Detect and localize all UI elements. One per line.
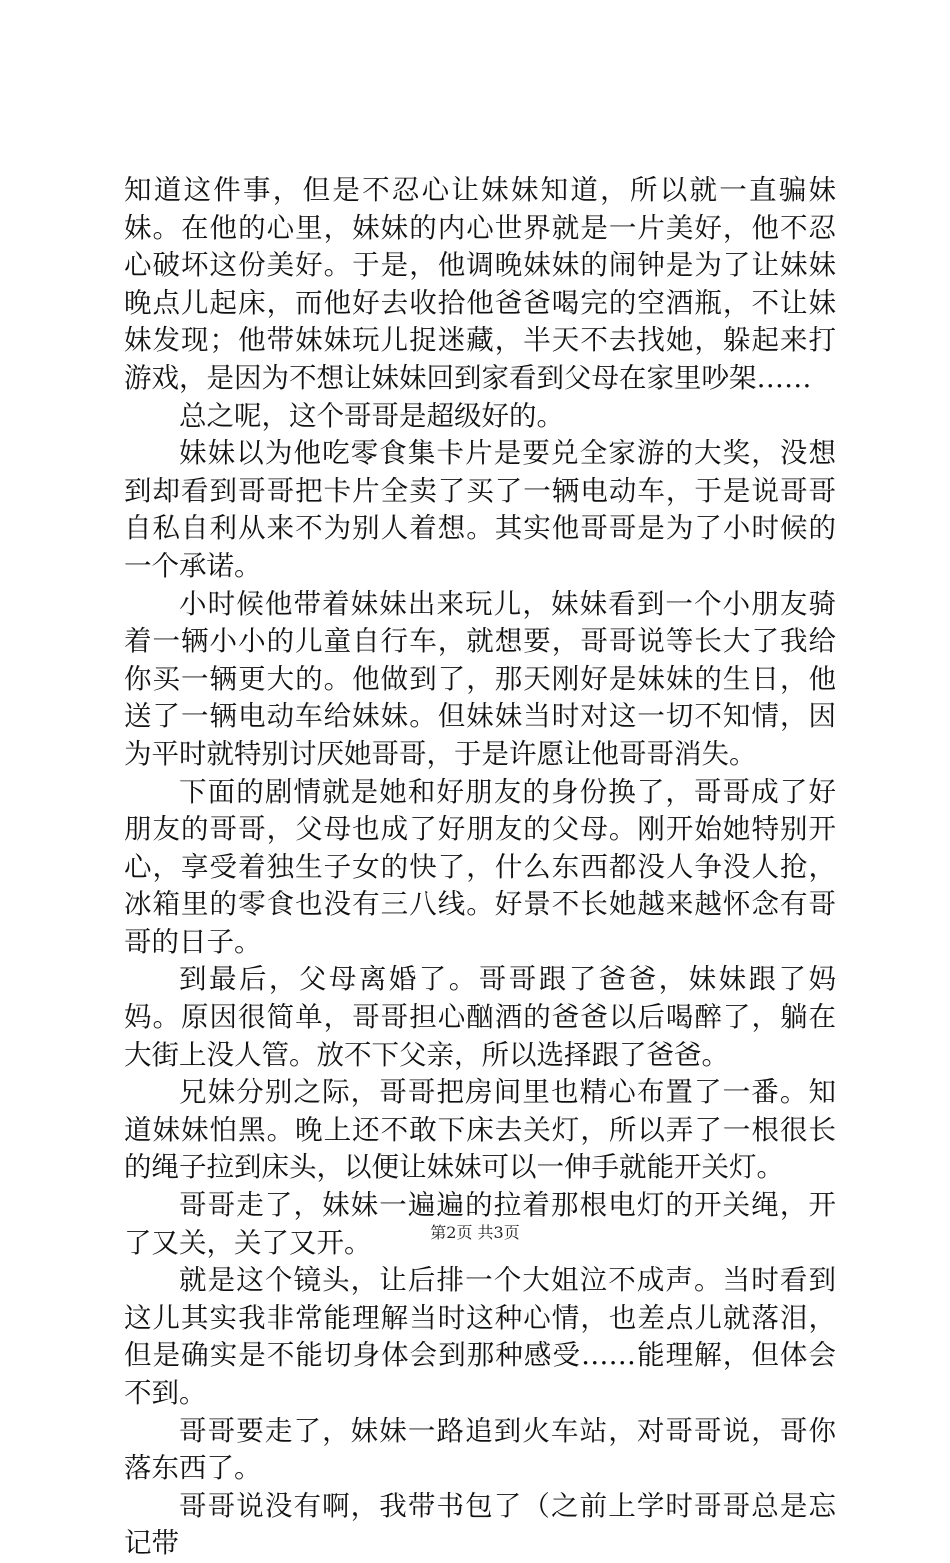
paragraph: 妹妹以为他吃零食集卡片是要兑全家游的大奖，没想到却看到哥哥把卡片全卖了买了一辆电动车，于是说哥哥自私自利从来不为别人着想。其实他哥哥是为了小时候的一个承诺。	[124, 437, 836, 582]
paragraph: 总之呢，这个哥哥是超级好的。	[179, 399, 564, 432]
paragraph: 哥哥走了，妹妹一遍遍的拉着那根电灯的开关绳，开了又关，关了又开。	[124, 1189, 836, 1259]
paragraph: 就是这个镜头，让后排一个大姐泣不成声。当时看到这儿其实我非常能理解当时这种心情，也差点儿就落泪，但是确实是不能切身体会到那种感受……能理解，但体会不到。	[124, 1264, 836, 1409]
paragraph: 兄妹分别之际，哥哥把房间里也精心布置了一番。知道妹妹怕黑。晚上还不敢下床去关灯，所以弄了一根很长的绳子拉到床头，以便让妹妹可以一伸手就能开关灯。	[124, 1076, 836, 1184]
document-body	[124, 172, 836, 1563]
paragraph: 小时候他带着妹妹出来玩儿，妹妹看到一个小朋友骑着一辆小小的儿童自行车，就想要，哥哥说等长大了我给你买一辆更大的。他做到了，那天刚好是妹妹的生日，他送了一辆电动车给妹妹。但妹妹当时对这一切不知情，因为平时就特别讨厌她哥哥，于是许愿让他哥哥消失。	[124, 587, 836, 770]
paragraph: 哥哥说没有啊，我带书包了（之前上学时哥哥总是忘记带	[124, 1489, 836, 1560]
paragraph: 下面的剧情就是她和好朋友的身份换了，哥哥成了好朋友的哥哥，父母也成了好朋友的父母。刚开始她特别开心，享受着独生子女的快了，什么东西都没人争没人抢，冰箱里的零食也没有三八线。好景不长她越来越怀念有哥哥的日子。	[124, 775, 836, 958]
paragraph: 哥哥要走了，妹妹一路追到火车站，对哥哥说，哥你落东西了。	[124, 1414, 836, 1485]
paragraph: 到最后，父母离婚了。哥哥跟了爸爸，妹妹跟了妈妈。原因很简单，哥哥担心酗酒的爸爸以后喝醉了，躺在大街上没人管。放不下父亲，所以选择跟了爸爸。	[124, 963, 836, 1071]
page-number-footer: 第2页 共3页	[430, 1223, 520, 1242]
paragraph-continuation: 知道这件事，但是不忍心让妹妹知道，所以就一直骗妹妹。在他的心里，妹妹的内心世界就是一片美好，他不忍心破坏这份美好。于是，他调晚妹妹的闹钟是为了让妹妹晚点儿起床，而他好去收拾他爸爸喝完的空酒瓶，不让妹妹发现；他带妹妹玩儿捉迷藏，半天不去找她，躲起来打游戏，是因为不想让妹妹回到家看到父母在家里吵架……	[124, 174, 836, 394]
